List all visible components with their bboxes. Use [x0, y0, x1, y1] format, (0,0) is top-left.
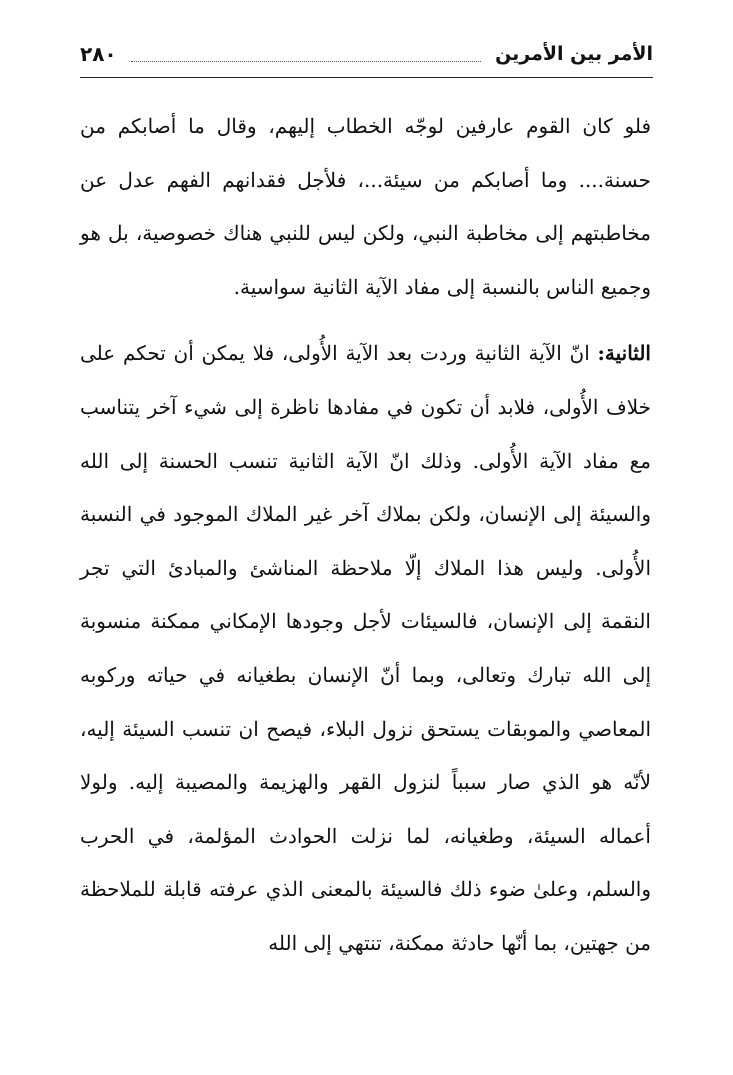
running-title: الأمر بين الأمرين [495, 43, 653, 65]
paragraph-2-lead: الثانية: [597, 341, 651, 366]
header-dotted-leader [131, 60, 481, 62]
page-header [80, 34, 653, 74]
paragraph-2 [80, 327, 651, 970]
page-number: ٢٨٠ [80, 42, 117, 66]
paragraph-1-text: فلو كان القوم عارفين لوجّه الخطاب إليهم، وقال ما أصابكم من حسنة.... وما أصابكم من سيئة...، فلأجل فقدانهم الفهم عدل عن مخاطبتهم إلى مخاطبة النبي، ولكن ليس للنبي هناك خصوصية، بل هو وجميع الناس بالنسبة إلى مفاد الآية الثانية سواسية. [80, 114, 651, 299]
header-rule [80, 77, 653, 78]
paragraph-1 [80, 100, 651, 314]
paragraph-2-text: انّ الآية الثانية وردت بعد الآية الأُولى، فلا يمكن أن تحكم على خلاف الأُولى، فلابد أن تكون في مفادها ناظرة إلى شيء آخر يتناسب مع مفاد الآية الأُولى. وذلك انّ الآية الثانية تنسب الحسنة إلى الله والسيئة إلى الإنسان، ولكن بملاك آخر غير الملاك الموجود في النسبة الأُولى. وليس هذا الملاك إلّا ملاحظة المناشئ والمبادئ التي تجر النقمة إلى الإنسان، فالسيئات لأجل وجودها الإمكاني ممكنة منسوبة إلى الله تبارك وتعالى، وبما أنّ الإنسان بطغيانه في حياته وركوبه المعاصي والموبقات يستحق نزول البلاء، فيصح ان تنسب السيئة إليه، لأنّه هو الذي صار سبباً لنزول القهر والهزيمة والمصيبة إليه. ولولا أعماله السيئة، وطغيانه، لما نزلت الحوادث المؤلمة، في الحرب والسلم، وعلىٰ ضوء ذلك فالسيئة بالمعنى الذي عرفته قابلة للملاحظة من جهتين، بما أنّها حادثة ممكنة، تنتهي إلى الله [80, 341, 651, 955]
body-text [80, 100, 651, 971]
